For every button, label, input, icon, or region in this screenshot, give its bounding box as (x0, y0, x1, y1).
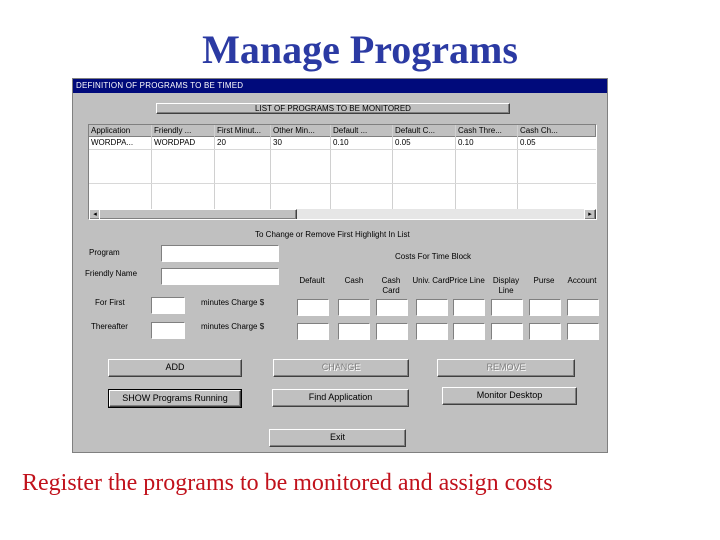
col-other-minutes[interactable]: Other Min... (271, 125, 331, 137)
for-first-label: For First (95, 298, 125, 307)
first-cost-account[interactable] (567, 299, 599, 316)
instruction-text: To Change or Remove First Highlight In List (255, 230, 410, 239)
col-default-rate[interactable]: Default ... (331, 125, 393, 137)
first-minutes-field[interactable] (151, 297, 185, 314)
find-application-button[interactable] (272, 389, 409, 407)
thereafter-cost-account[interactable] (567, 323, 599, 340)
cost-label-default: Default (299, 276, 325, 285)
col-first-minutes[interactable]: First Minut... (215, 125, 271, 137)
add-button-label: ADD (165, 362, 185, 372)
col-default-cash[interactable]: Default C... (393, 125, 456, 137)
add-button[interactable] (108, 359, 242, 377)
cell-first-minutes: 20 (217, 138, 226, 147)
change-button[interactable] (273, 359, 409, 377)
thereafter-cost-cash-card[interactable] (376, 323, 408, 340)
cell-cash-threshold: 0.10 (458, 138, 474, 147)
exit-button[interactable] (269, 429, 406, 447)
cell-other-minutes: 30 (273, 138, 282, 147)
remove-button-label: REMOVE (486, 362, 526, 372)
scroll-left-icon[interactable]: ◂ (89, 209, 101, 220)
minutes-charge-label-first: minutes Charge $ (201, 298, 265, 307)
friendly-name-field[interactable] (161, 268, 279, 285)
monitor-desktop-button[interactable] (442, 387, 577, 405)
show-programs-running-button[interactable] (109, 390, 241, 407)
thereafter-cost-cash[interactable] (338, 323, 370, 340)
program-label: Program (89, 248, 120, 257)
scroll-thumb[interactable] (99, 209, 297, 220)
cost-label-cash-card: Cash Card (381, 276, 401, 295)
thereafter-cost-purse[interactable] (529, 323, 561, 340)
cell-default-cash: 0.05 (395, 138, 411, 147)
thereafter-minutes-field[interactable] (151, 322, 185, 339)
col-cash-threshold[interactable]: Cash Thre... (456, 125, 518, 137)
cost-label-price-line: Price Line (449, 276, 485, 285)
slide-caption: Register the programs to be monitored and assign costs (22, 470, 553, 496)
first-cost-purse[interactable] (529, 299, 561, 316)
cell-default-rate: 0.10 (333, 138, 349, 147)
first-cost-price-line[interactable] (453, 299, 485, 316)
first-cost-display-line[interactable] (491, 299, 523, 316)
cell-application: WORDPA... (91, 138, 134, 147)
thereafter-cost-univ-card[interactable] (416, 323, 448, 340)
grid-row-line (89, 183, 597, 184)
find-application-label: Find Application (308, 392, 373, 402)
thereafter-label: Thereafter (91, 322, 128, 331)
thereafter-cost-default[interactable] (297, 323, 329, 340)
friendly-name-label: Friendly Name (85, 269, 138, 278)
thereafter-cost-price-line[interactable] (453, 323, 485, 340)
program-definition-window (72, 78, 608, 453)
first-cost-univ-card[interactable] (416, 299, 448, 316)
remove-button[interactable] (437, 359, 575, 377)
window-title-bar: DEFINITION OF PROGRAMS TO BE TIMED (73, 79, 607, 93)
show-running-label: SHOW Programs Running (122, 393, 228, 403)
cost-label-account: Account (567, 276, 597, 285)
cost-label-univ-card: Univ. Card (412, 276, 450, 285)
exit-button-label: Exit (329, 432, 345, 442)
first-cost-cash-card[interactable] (376, 299, 408, 316)
monitor-desktop-label: Monitor Desktop (476, 390, 543, 400)
change-button-label: CHANGE (321, 362, 361, 372)
first-cost-cash[interactable] (338, 299, 370, 316)
minutes-charge-label-thereafter: minutes Charge $ (201, 322, 265, 331)
grid-row-line (89, 149, 597, 150)
col-cash-charge[interactable]: Cash Ch... (518, 125, 596, 137)
cell-cash-charge: 0.05 (520, 138, 536, 147)
scroll-right-icon[interactable]: ▸ (584, 209, 596, 220)
cost-label-purse: Purse (533, 276, 555, 285)
cost-label-display-line: Display Line (492, 276, 520, 295)
slide-title: Manage Programs (202, 27, 518, 72)
costs-header: Costs For Time Block (395, 252, 472, 261)
programs-grid[interactable] (88, 124, 597, 220)
horizontal-scrollbar[interactable] (89, 209, 596, 220)
col-application[interactable]: Application (89, 125, 152, 137)
cost-label-cash: Cash (344, 276, 364, 285)
thereafter-cost-display-line[interactable] (491, 323, 523, 340)
cell-friendly-name: WORDPAD (154, 138, 196, 147)
first-cost-default[interactable] (297, 299, 329, 316)
list-header: LIST OF PROGRAMS TO BE MONITORED (156, 103, 510, 114)
col-friendly-name[interactable]: Friendly ... (152, 125, 215, 137)
program-field[interactable] (161, 245, 279, 262)
